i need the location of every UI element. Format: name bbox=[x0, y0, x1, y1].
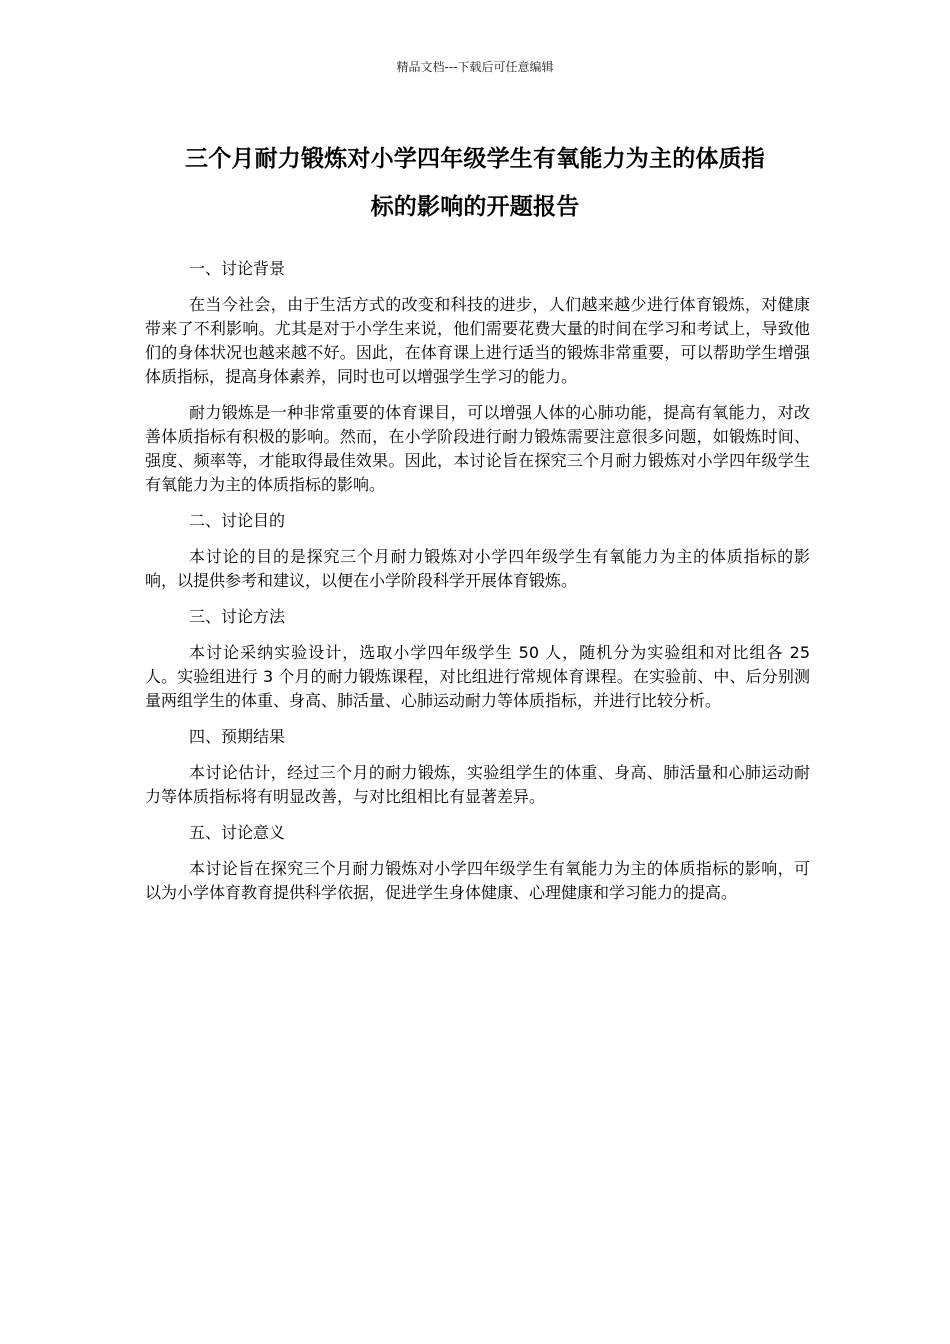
section-heading-significance: 五、讨论意义 bbox=[189, 823, 286, 842]
section-heading-background: 一、讨论背景 bbox=[189, 259, 286, 278]
document-body bbox=[145, 257, 810, 917]
paragraph-expected-results: 本讨论估计，经过三个月的耐力锻炼，实验组学生的体重、身高、肺活量和心肺运动耐力等体质指标将有明显改善，与对比组相比有显著差异。 bbox=[145, 763, 810, 806]
section-heading-purpose: 二、讨论目的 bbox=[189, 511, 286, 530]
paragraph-background-2: 耐力锻炼是一种非常重要的体育课目，可以增强人体的心肺功能，提高有氧能力，对改善体质指标有积极的影响。然而，在小学阶段进行耐力锻炼需要注意很多问题，如锻炼时间、强度、频率等，才能取得最佳效果。因此，本讨论旨在探究三个月耐力锻炼对小学四年级学生有氧能力为主的体质指标的影响。 bbox=[145, 403, 810, 494]
paragraph-method: 本讨论采纳实验设计，选取小学四年级学生 50 人，随机分为实验组和对比组各 25 人。实验组进行 3 个月的耐力锻炼课程，对比组进行常规体育课程。在实验前、中、后分别测量两组学生的体重、身高、肺活量、心肺运动耐力等体质指标，并进行比较分析。 bbox=[145, 643, 810, 710]
document-title bbox=[145, 135, 805, 231]
paragraph-purpose: 本讨论的目的是探究三个月耐力锻炼对小学四年级学生有氧能力为主的体质指标的影响，以提供参考和建议，以便在小学阶段科学开展体育锻炼。 bbox=[145, 547, 810, 590]
section-heading-expected-results: 四、预期结果 bbox=[189, 727, 286, 746]
document-title-line-2: 标的影响的开题报告 bbox=[370, 194, 580, 220]
paragraph-significance: 本讨论旨在探究三个月耐力锻炼对小学四年级学生有氧能力为主的体质指标的影响，可以为小学体育教育提供科学依据，促进学生身体健康、心理健康和学习能力的提高。 bbox=[145, 859, 810, 902]
paragraph-background-1: 在当今社会，由于生活方式的改变和科技的进步，人们越来越少进行体育锻炼，对健康带来了不利影响。尤其是对于小学生来说，他们需要花费大量的时间在学习和考试上，导致他们的身体状况也越来越不好。因此，在体育课上进行适当的锻炼非常重要，可以帮助学生增强体质指标，提高身体素养，同时也可以增强学生学习的能力。 bbox=[145, 295, 810, 386]
document-title-line-1: 三个月耐力锻炼对小学四年级学生有氧能力为主的体质指 bbox=[185, 146, 765, 172]
page-header-note: 精品文档---下载后可任意编辑 bbox=[396, 60, 554, 74]
section-heading-method: 三、讨论方法 bbox=[189, 607, 286, 626]
